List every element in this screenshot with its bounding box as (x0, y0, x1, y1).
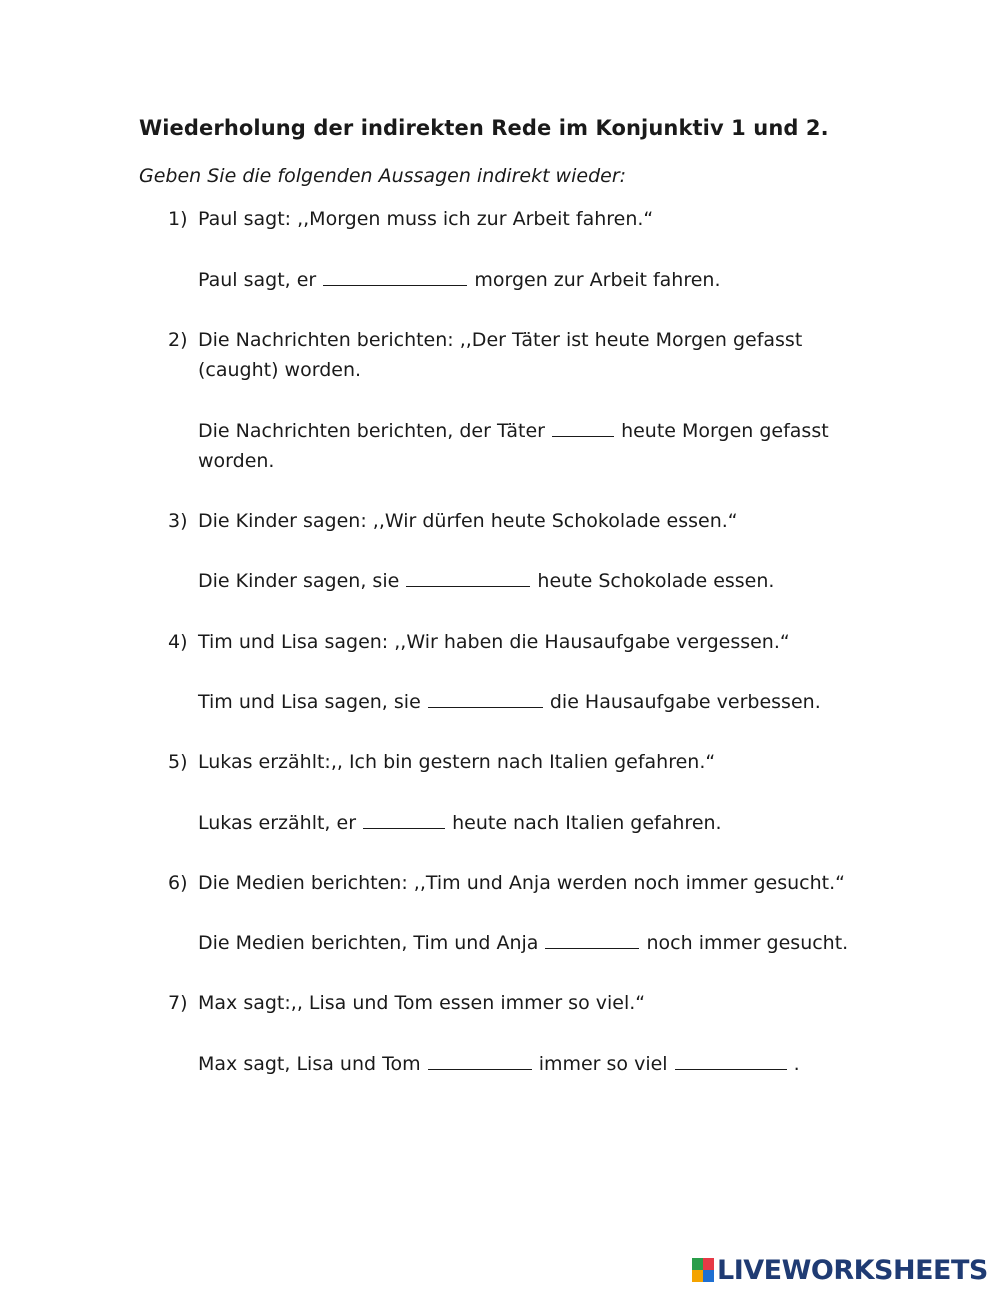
item-2-number: 2) (168, 329, 188, 351)
item-6-number: 6) (168, 872, 188, 894)
item-7-prompt: Max sagt:,, Lisa und Tom essen immer so viel.“ (198, 992, 646, 1014)
item-3-number: 3) (168, 510, 188, 532)
item-2-prompt-line1: Die Nachrichten berichten: ,,Der Täter ist heute Morgen gefasst (198, 329, 803, 351)
logo-square-yellow (692, 1270, 703, 1282)
item-2-answer-before: Die Nachrichten berichten, der Täter (198, 420, 545, 442)
item-7-answer-before: Max sagt, Lisa und Tom (198, 1053, 421, 1075)
liveworksheets-logo[interactable] (692, 1255, 988, 1285)
item-4-answer-after: die Hausaufgabe verbessen. (549, 691, 821, 713)
item-7-answer-line (198, 1049, 800, 1079)
logo-square-green (692, 1258, 703, 1270)
item-6-blank[interactable] (545, 931, 639, 949)
item-1-blank[interactable] (323, 268, 467, 286)
item-1-answer-after: morgen zur Arbeit fahren. (474, 269, 721, 291)
item-1-answer-line (198, 265, 721, 295)
item-4-answer-line (198, 687, 821, 717)
item-5-answer-after: heute nach Italien gefahren. (452, 812, 722, 834)
item-6-answer-before: Die Medien berichten, Tim und Anja (198, 932, 539, 954)
item-4-blank[interactable] (428, 690, 543, 708)
item-7-number: 7) (168, 992, 188, 1014)
item-2-answer-line (198, 416, 829, 446)
item-5-prompt: Lukas erzählt:,, Ich bin gestern nach Italien gefahren.“ (198, 751, 716, 773)
item-7-answer-middle: immer so viel (538, 1053, 668, 1075)
item-3-answer-after: heute Schokolade essen. (537, 570, 775, 592)
item-4-prompt: Tim und Lisa sagen: ,,Wir haben die Hausaufgabe vergessen.“ (198, 631, 790, 653)
item-5-number: 5) (168, 751, 188, 773)
item-3-answer-before: Die Kinder sagen, sie (198, 570, 400, 592)
item-4-answer-before: Tim und Lisa sagen, sie (198, 691, 421, 713)
logo-square-red (703, 1258, 714, 1270)
item-2-prompt-line2: (caught) worden. (198, 359, 362, 381)
item-5-answer-before: Lukas erzählt, er (198, 812, 357, 834)
item-3-blank[interactable] (406, 569, 530, 587)
item-1-number: 1) (168, 208, 188, 230)
item-2-blank[interactable] (552, 419, 614, 437)
item-6-prompt: Die Medien berichten: ,,Tim und Anja werden noch immer gesucht.“ (198, 872, 845, 894)
item-5-answer-line (198, 808, 722, 838)
item-6-answer-line (198, 928, 848, 958)
item-7-blank-2[interactable] (675, 1052, 787, 1070)
item-6-answer-after: noch immer gesucht. (646, 932, 849, 954)
liveworksheets-mark-icon (692, 1258, 714, 1282)
instruction-text: Geben Sie die folgenden Aussagen indirekt wieder: (139, 165, 627, 187)
page-title: Wiederholung der indirekten Rede im Konjunktiv 1 und 2. (139, 116, 829, 140)
item-7-answer-end: . (793, 1053, 800, 1075)
logo-square-blue (703, 1270, 714, 1282)
item-1-answer-before: Paul sagt, er (198, 269, 317, 291)
item-1-prompt: Paul sagt: ,,Morgen muss ich zur Arbeit fahren.“ (198, 208, 654, 230)
item-2-answer-line2: worden. (198, 450, 275, 472)
item-5-blank[interactable] (363, 811, 445, 829)
item-7-blank-1[interactable] (428, 1052, 532, 1070)
item-3-prompt: Die Kinder sagen: ,,Wir dürfen heute Schokolade essen.“ (198, 510, 738, 532)
item-3-answer-line (198, 566, 774, 596)
logo-text: LIVEWORKSHEETS (717, 1254, 988, 1286)
item-2-answer-after: heute Morgen gefasst (621, 420, 829, 442)
item-4-number: 4) (168, 631, 188, 653)
